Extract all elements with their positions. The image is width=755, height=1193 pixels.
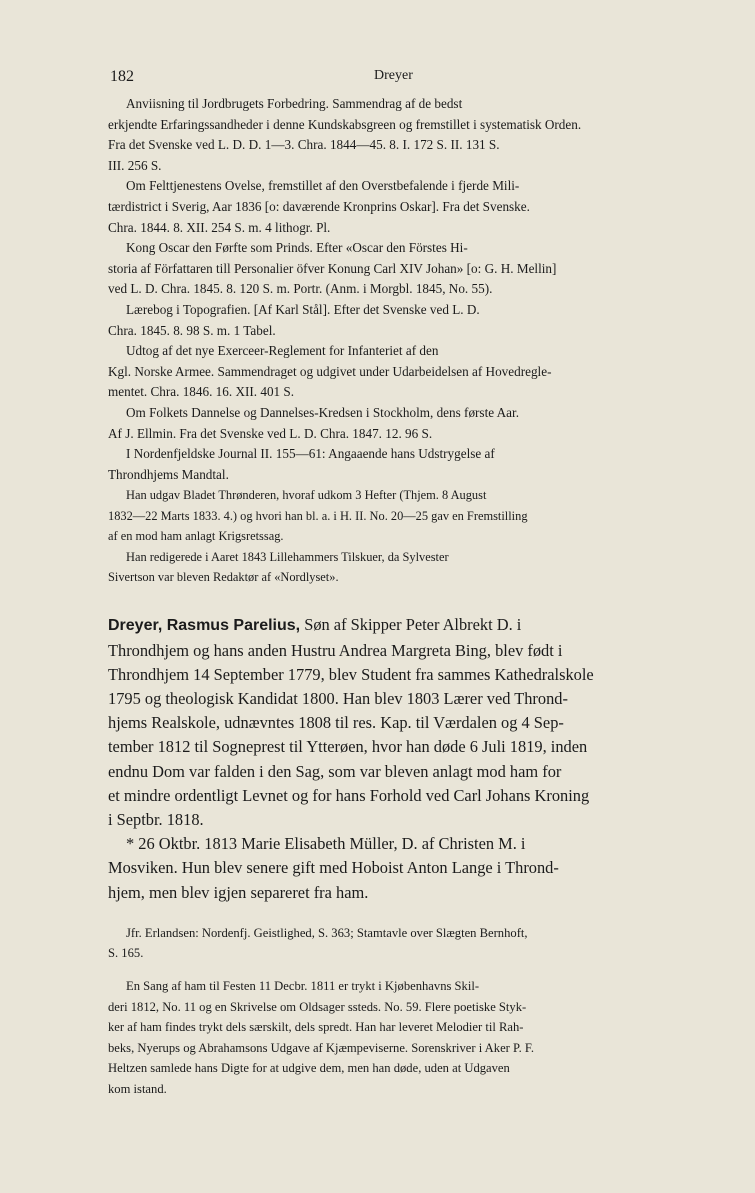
biography-line: hjems Realskole, udnævntes 1808 til res. Kap. til Værdalen og 4 Sep-	[108, 713, 564, 733]
bib-line: Udtog af det nye Exerceer-Reglement for Infanteriet af den	[126, 343, 439, 359]
page-number: 182	[110, 68, 134, 85]
bib-line: Throndhjems Mandtal.	[108, 466, 229, 482]
bibliography-entry	[108, 94, 677, 176]
marriage-line: hjem, men blev igjen separeret fra ham.	[108, 882, 369, 902]
biography-line: Throndhjem og hans anden Hustru Andrea Margreta Bing, blev født i	[108, 640, 563, 660]
biography-first-line	[108, 613, 677, 638]
bib-line: Om Folkets Dannelse og Dannelses-Kredsen i Stockholm, dens første Aar.	[126, 404, 519, 420]
bib-line: Kgl. Norske Armee. Sammendraget og udgivet under Udarbeidelsen af Hovedregle-	[108, 363, 552, 379]
bib-line: erkjendte Erfaringssandheder i denne Kundskabsgreen og fremstillet i systematisk Orden.	[108, 116, 582, 132]
biography-line: tember 1812 til Sogneprest til Ytterøen, hvor han døde 6 Juli 1819, inden	[108, 737, 588, 757]
bib-line: Lærebog i Topografien. [Af Karl Stål]. Efter det Svenske ved L. D.	[126, 301, 480, 317]
marriage-line: Mosviken. Hun blev senere gift med Hoboist Anton Lange i Thrond-	[108, 858, 559, 878]
biography-line: Throndhjem 14 September 1779, blev Student fra sammes Kathedralskole	[108, 664, 594, 684]
bib-line: Chra. 1844. 8. XII. 254 S. m. 4 lithogr. Pl.	[108, 219, 331, 235]
note-paragraph	[108, 547, 677, 588]
biography-entry	[108, 613, 677, 904]
bibliography-entry	[108, 300, 677, 341]
entry-name: Dreyer, Rasmus Parelius,	[108, 617, 301, 635]
reference-line: Jfr. Erlandsen: Nordenfj. Geistlighed, S. 363; Stamtavle over Slægten Bernhoft,	[126, 925, 528, 940]
bib-line: Fra det Svenske ved L. D. D. 1—3. Chra. 1844—45. 8. I. 172 S. II. 131 S.	[108, 137, 500, 153]
header-title: Dreyer	[374, 68, 413, 83]
bibliography-entry	[108, 341, 677, 403]
note-line: Sivertson var bleven Redaktør af «Nordlyset».	[108, 569, 339, 584]
running-head	[108, 60, 677, 94]
note-paragraph	[108, 485, 677, 546]
closing-note-line: deri 1812, No. 11 og en Skrivelse om Oldsager ssteds. No. 59. Flere poetiske Styk-	[108, 999, 527, 1014]
note-line: Han redigerede i Aaret 1843 Lillehammers Tilskuer, da Sylvester	[126, 549, 449, 564]
note-line: Han udgav Bladet Thrønderen, hvoraf udkom 3 Hefter (Thjem. 8 August	[126, 488, 487, 503]
bib-line: Kong Oscar den Førfte som Prinds. Efter «Oscar den Förstes Hi-	[126, 240, 468, 256]
editorial-notes	[108, 485, 677, 587]
bibliography-entry	[108, 403, 677, 444]
biography-line: et mindre ordentligt Levnet og for hans Forhold ved Carl Johans Kroning	[108, 785, 590, 805]
bibliography-entry	[108, 176, 677, 238]
biography-line: endnu Dom var falden i den Sag, som var bleven anlagt mod ham for	[108, 761, 562, 781]
bib-line: Chra. 1845. 8. 98 S. m. 1 Tabel.	[108, 322, 276, 338]
bibliography-list	[108, 94, 677, 485]
bibliography-entry	[108, 444, 677, 485]
closing-note-line: beks, Nyerups og Abrahamsons Udgave af Kjæmpeviserne. Sorenskriver i Aker P. F.	[108, 1040, 535, 1055]
bib-line: Af J. Ellmin. Fra det Svenske ved L. D. Chra. 1847. 12. 96 S.	[108, 425, 433, 441]
bib-line: I Nordenfjeldske Journal II. 155—61: Angaaende hans Udstrygelse af	[126, 446, 495, 462]
bib-line: tærdistrict i Sverig, Aar 1836 [o: daværende Kronprins Oskar]. Fra det Svenske.	[108, 198, 530, 214]
note-line: 1832—22 Marts 1833. 4.) og hvori han bl. a. i H. II. No. 20—25 gav en Fremstilling	[108, 508, 528, 523]
bibliography-entry	[108, 238, 677, 300]
bib-line: III. 256 S.	[108, 157, 162, 173]
biography-line: Søn af Skipper Peter Albrekt D. i	[300, 615, 522, 635]
marriage-line: * 26 Oktbr. 1813 Marie Elisabeth Müller, D. af Christen M. i	[126, 834, 526, 854]
closing-note-line: Heltzen samlede hans Digte for at udgive dem, men han døde, uden at Udgaven	[108, 1061, 510, 1076]
spacer	[108, 964, 677, 976]
bib-line: mentet. Chra. 1846. 16. XII. 401 S.	[108, 384, 295, 400]
closing-note-line: ker af ham findes trykt dels særskilt, dels spredt. Han har leveret Melodier til Rah-	[108, 1020, 524, 1035]
biography-line: 1795 og theologisk Kandidat 1800. Han blev 1803 Lærer ved Thrond-	[108, 688, 568, 708]
note-line: af en mod ham anlagt Krigsretssag.	[108, 529, 284, 544]
references-block	[108, 923, 677, 1100]
reference-line: S. 165.	[108, 946, 144, 961]
closing-note-line: En Sang af ham til Festen 11 Decbr. 1811 er trykt i Kjøbenhavns Skil-	[126, 978, 480, 993]
bib-line: Om Felttjenestens Ovelse, fremstillet af den Overstbefalende i fjerde Mili-	[126, 178, 520, 194]
closing-note-line: kom istand.	[108, 1081, 167, 1096]
biography-line: i Septbr. 1818.	[108, 809, 204, 829]
bib-line: storia af Författaren till Personalier öfver Konung Carl XIV Johan» [o: G. H. Mellin]	[108, 260, 557, 276]
bib-line: ved L. D. Chra. 1845. 8. 120 S. m. Portr. (Anm. i Morgbl. 1845, No. 55).	[108, 281, 493, 297]
bib-line: Anviisning til Jordbrugets Forbedring. Sammendrag af de bedst	[126, 96, 463, 111]
